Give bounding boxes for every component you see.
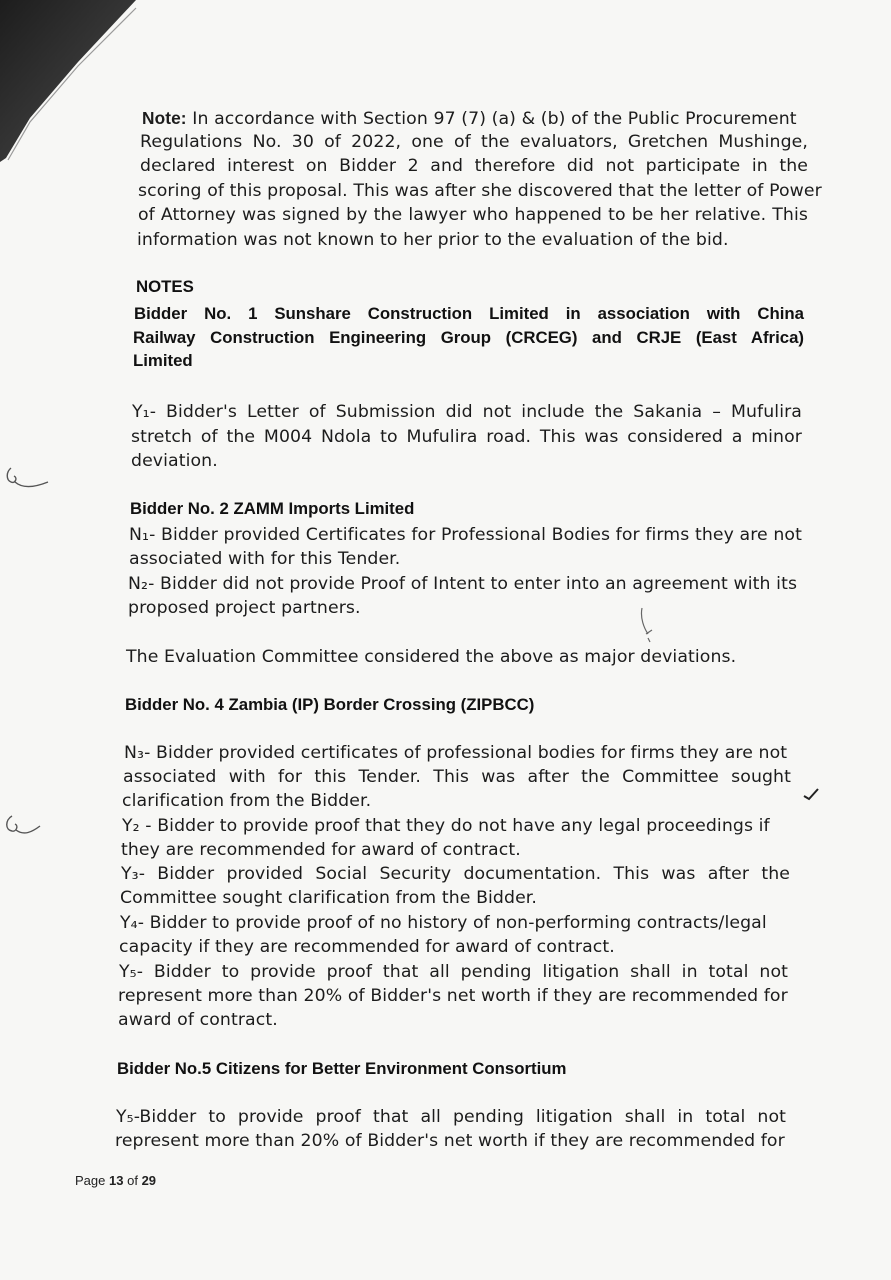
bidder4-item-y3-line-2: Committee sought clarification from the Bidder. xyxy=(120,888,538,908)
note-line-6: information was not known to her prior to the evaluation of the bid. xyxy=(137,230,729,250)
bidder4-item-n3-line-1: N₃- Bidder provided certificates of professional bodies for firms they are not xyxy=(124,743,788,763)
bidder4-item-y5-line-2: represent more than 20% of Bidder's net worth if they are recommended for xyxy=(118,986,788,1006)
bidder4-heading: Bidder No. 4 Zambia (IP) Border Crossing (ZIPBCC) xyxy=(125,695,535,714)
bidder4-item-y4-line-1: Y₄- Bidder to provide proof of no history of non-performing contracts/legal xyxy=(120,913,767,933)
bidder4-item-y5-line-3: award of contract. xyxy=(118,1010,278,1030)
footer-total-pages: 29 xyxy=(141,1173,157,1188)
bidder4-item-n3-line-3: clarification from the Bidder. xyxy=(122,791,372,811)
bidder4-item-y4-line-2: capacity if they are recommended for award of contract. xyxy=(119,937,615,957)
note-label: Note: xyxy=(142,108,187,128)
bidder1-heading-line-2: Railway Construction Engineering Group (CRCEG) and CRJE (East Africa) xyxy=(133,328,804,347)
bidder1-heading-line-1: Bidder No. 1 Sunshare Construction Limited in association with China xyxy=(134,304,804,323)
handwritten-tick-mark xyxy=(636,604,660,648)
note-line-2: Regulations No. 30 of 2022, one of the evaluators, Gretchen Mushinge, xyxy=(140,132,808,152)
handwritten-margin-mark-1 xyxy=(2,462,50,490)
page-footer xyxy=(75,1173,156,1188)
bidder2-item-n2-line-1: N₂- Bidder did not provide Proof of Intent to enter into an agreement with its xyxy=(128,574,798,594)
handwritten-check-mark xyxy=(800,786,822,802)
note-line-4: scoring of this proposal. This was after she discovered that the letter of Power xyxy=(138,181,822,201)
handwritten-margin-mark-2 xyxy=(2,810,42,838)
bidder4-item-y2-line-1: Y₂ - Bidder to provide proof that they do not have any legal proceedings if xyxy=(122,816,770,836)
bidder5-item-y5-line-2: represent more than 20% of Bidder's net worth if they are recommended for xyxy=(115,1131,785,1151)
bidder2-conclusion: The Evaluation Committee considered the above as major deviations. xyxy=(126,647,737,667)
note-line-3: declared interest on Bidder 2 and therefore did not participate in the xyxy=(140,156,808,176)
bidder4-item-y3-line-1: Y₃- Bidder provided Social Security documentation. This was after the xyxy=(121,864,790,884)
footer-page-number: 13 xyxy=(109,1173,124,1188)
note-line-1: Note: In accordance with Section 97 (7) (a) & (b) of the Public Procurement xyxy=(142,108,797,129)
bidder4-item-y2-line-2: they are recommended for award of contract. xyxy=(121,840,521,860)
bidder4-item-y5-line-1: Y₅- Bidder to provide proof that all pending litigation shall in total not xyxy=(119,962,788,982)
bidder1-heading-line-3: Limited xyxy=(133,351,193,370)
bidder2-item-n1-line-1: N₁- Bidder provided Certificates for Professional Bodies for firms they are not xyxy=(129,525,802,545)
bidder4-item-n3-line-2: associated with for this Tender. This was after the Committee sought xyxy=(123,767,791,787)
scan-shadow-corner xyxy=(0,0,160,170)
footer-page-word: Page xyxy=(75,1173,106,1188)
bidder5-heading: Bidder No.5 Citizens for Better Environment Consortium xyxy=(117,1059,567,1078)
bidder2-item-n2-line-2: proposed project partners. xyxy=(128,598,361,618)
bidder2-item-n1-line-2: associated with for this Tender. xyxy=(129,549,401,569)
bidder2-heading: Bidder No. 2 ZAMM Imports Limited xyxy=(130,499,415,518)
note-line-5: of Attorney was signed by the lawyer who happened to be her relative. This xyxy=(138,205,808,225)
footer-of-word: of xyxy=(127,1173,138,1188)
notes-heading: NOTES xyxy=(136,277,194,296)
bidder5-item-y5-line-1: Y₅-Bidder to provide proof that all pending litigation shall in total not xyxy=(116,1107,786,1127)
bidder1-item-y1-line-2: stretch of the M004 Ndola to Mufulira road. This was considered a minor xyxy=(131,427,802,447)
bidder1-item-y1-line-3: deviation. xyxy=(131,451,218,471)
bidder1-item-y1-line-1: Y₁- Bidder's Letter of Submission did not include the Sakania – Mufulira xyxy=(132,402,802,422)
